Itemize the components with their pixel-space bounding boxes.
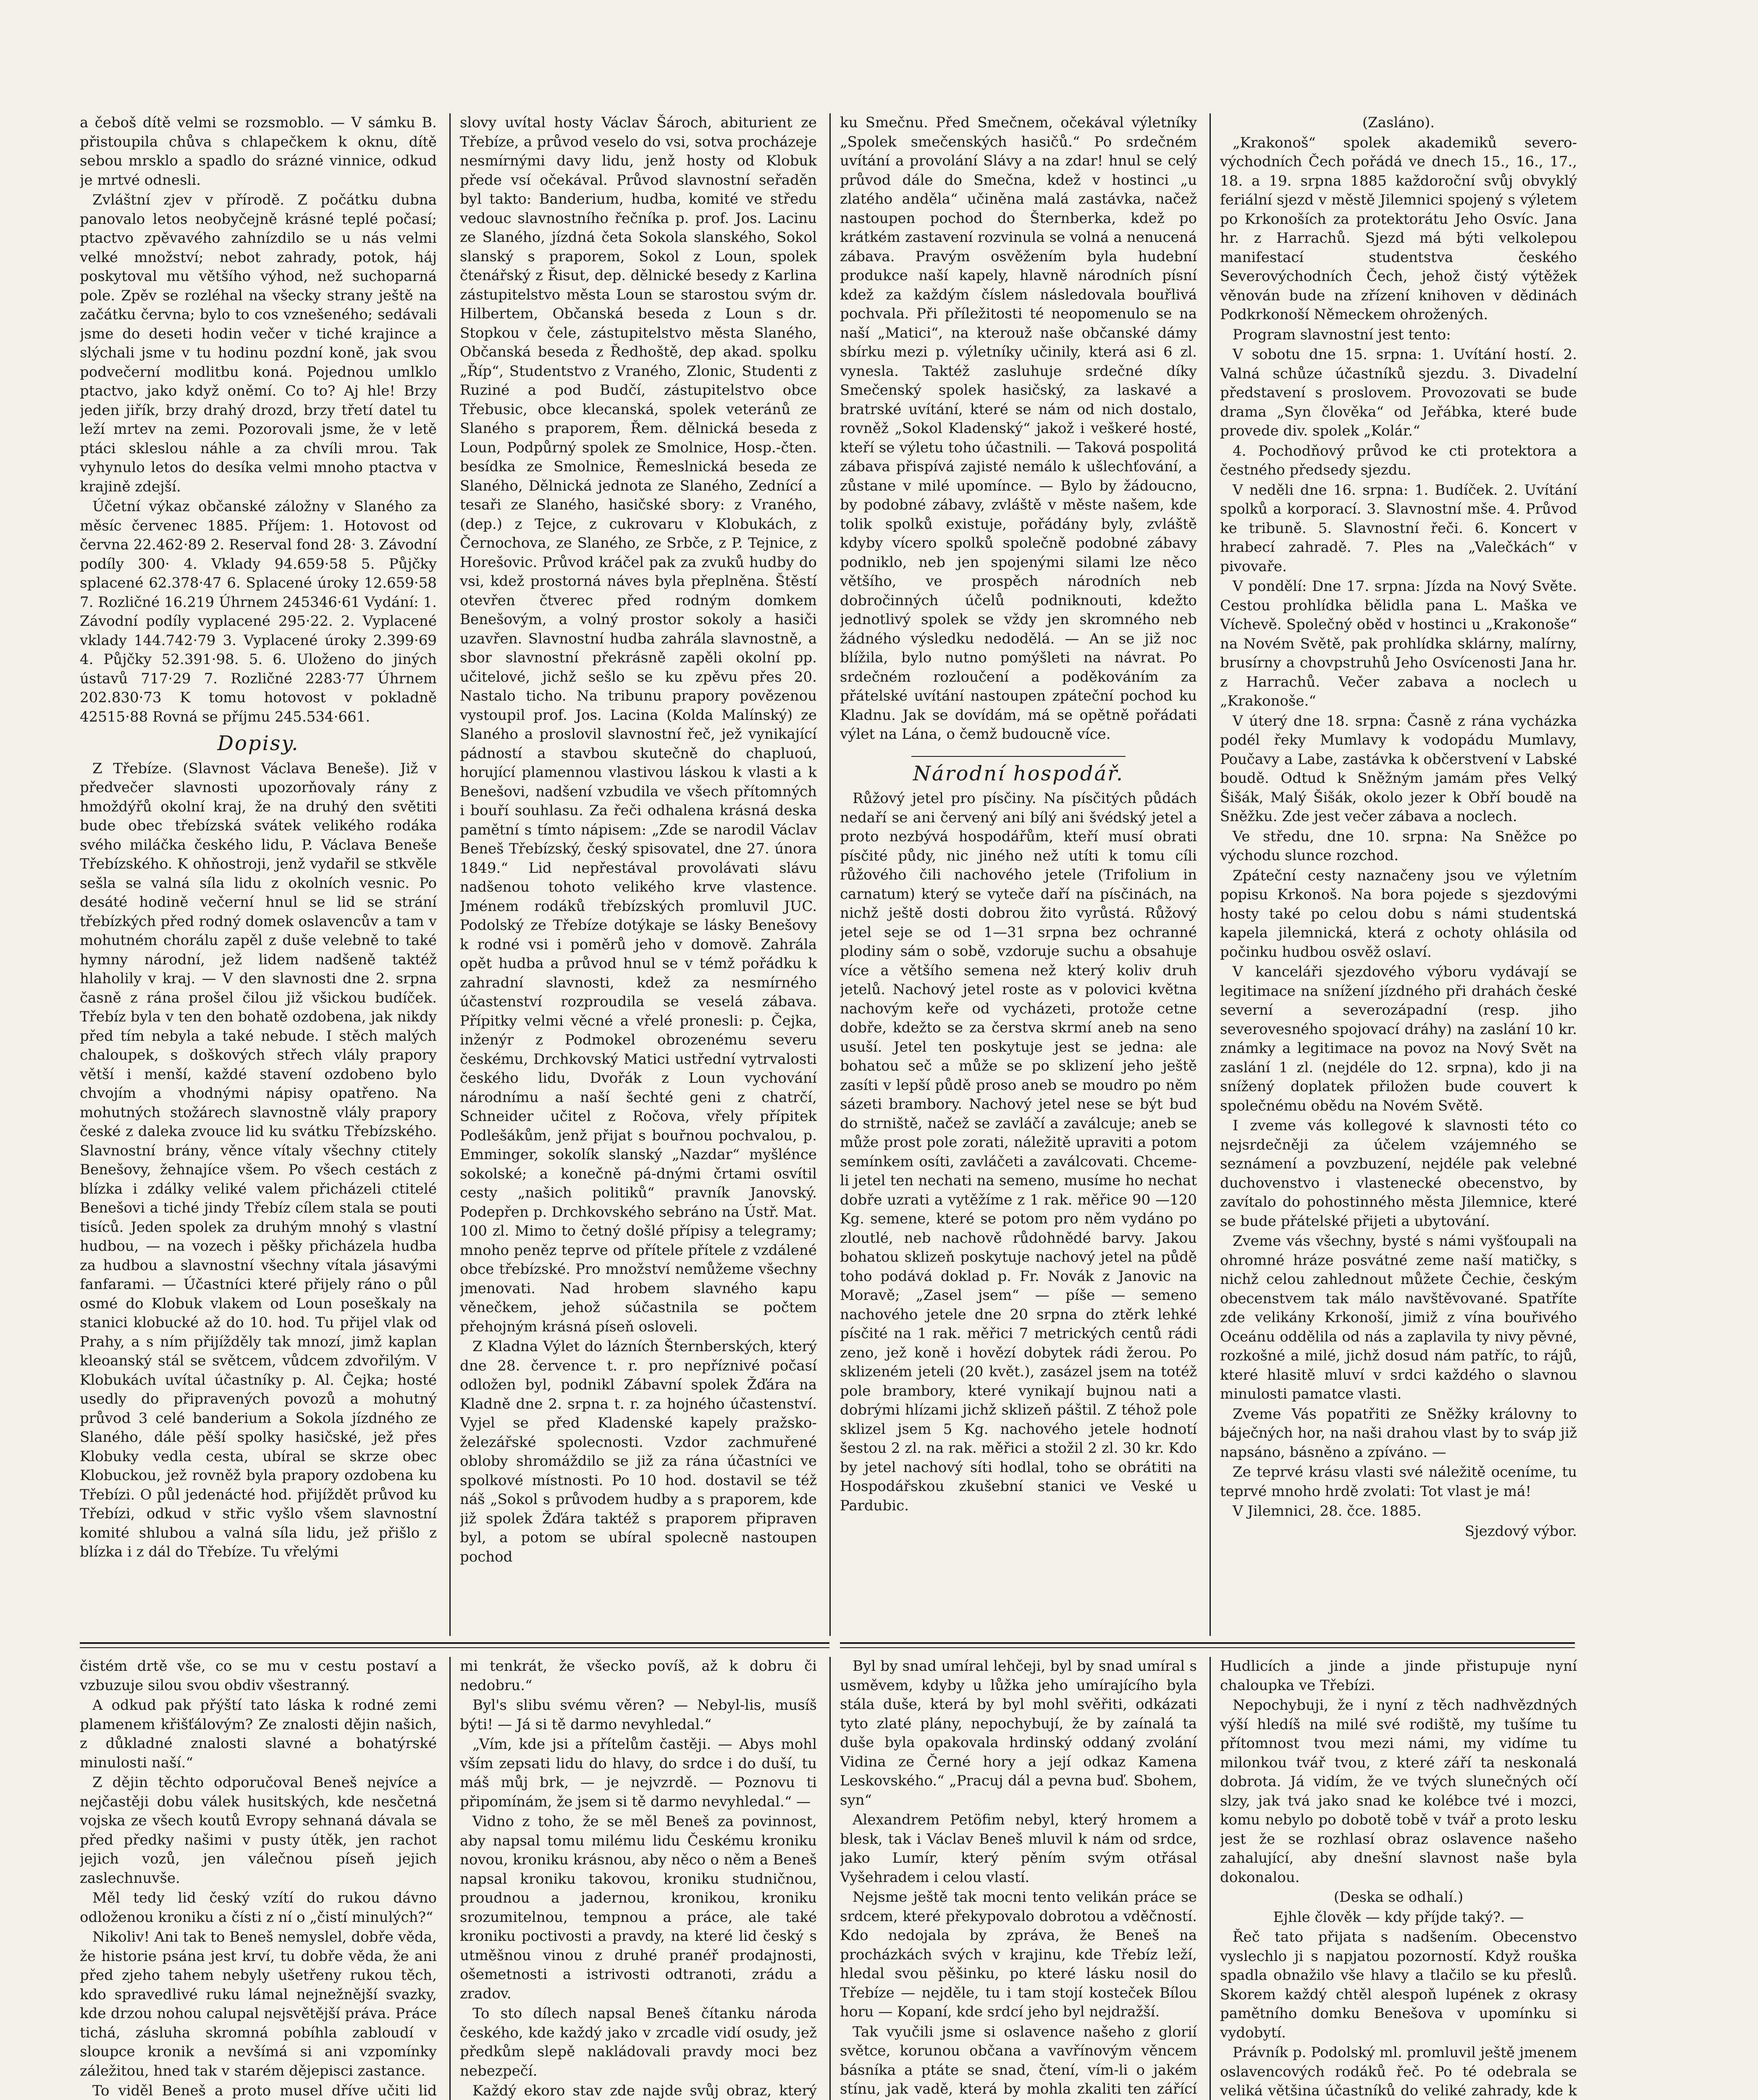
paragraph: Zvláštní zjev v přírodě. Z počátku dubna panovalo letos neobyčejně krásné teplé počasí; ptactvo zpěvavého zahnízdilo se u nás velmi velké množství; nebot zahrady, potok, háj poskytoval mu většího výhod, než suchoparná pole. Zpěv se rozléhal na všecky strany ještě na začátku června; bylo to cos vznešeného; sedávali jsme do deseti hodin večer v tiché krajince a slýchali jsme v tu hodinu pozdní koně, jak svou podvečerní modlitbu koná. Pojednou umlklo ptactvo, jako když oněmí. Co to? Aj hle! Brzy jeden jiřík, brzy drahý drozd, brzy třetí datel tu leží mrtev na zemi. Pozorovali jsme, že v letě ptáci skleslou náhle a za chvíli mrou. Tak vyhynulo letos do desíka velmi mnoho ptactva v krajině zdejší.: [80, 192, 437, 495]
paragraph: ku Smečnu. Před Smečnem, očekával výletníky „Spolek smečenských hasičů.“ Po srdečném uvítání a provolání Slávy a na zdar! hnul se celý průvod dále do Smečna, kdež v hostinci „u zlatého anděla“ učiněna malá zastávka, načež nastoupen pochod do Šternberka, kdež po krátkém zastavení rozvinula se volná a nenucená zábava. Pravým osvěžením byla hudební produkce naší kapely, hlavně národních písní kdež za každým číslem následovala bouřlivá pochvala. Při příležitosti té neopomenulo se na naší „Matici“, na kterouž naše občanské dámy sbírku mezi p. výletníky učinily, která asi 6 zl. vynesla. Taktéž zasluhuje srdečné díky Smečenský spolek hasičský, za laskavé a bratrské uvítání, které se nám od nich dostalo, rovněž „Sokol Kladenský“ jakož i veškeré hosté, kteří se výletu toho účastnili. — Taková pospolitá zábava přispívá zajisté nemálo k ušlechťování, a zůstane v milé upomínce. — Bylo by žádoucno, by podobné zábavy, zvláště v měste našem, kde tolik spolků existuje, pořádány byly, zvláště kdyby vícero spolků společně podobné zábavy podniklo, neb jen spojenými silami lze něco většího, ve prospěch národních neb dobročinných účelů podniknouti, kdežto jednotlivý spolek se vždy jen skromného neb žádného výsledku nedodělá. — An se již noc blížila, bylo nutno pomýšleti na návrat. Po srdečném rozloučení a poděkováním za přátelské uvítání nastoupen zpáteční pochod ku Kladnu. Jak se dovídám, má se opětně pořádati výlet na Lána, o čemž budoucně více.: [840, 114, 1197, 743]
column-divider: [829, 113, 831, 1636]
paragraph: Tak vyučili jsme si oslavence našeho z glorií světce, korunou občana a vavřínovým věncem básníka a ptáte se snad, čtení, vím-li o jakém stínu, jak vadě, která by mohla zkaliti ten zářící: [840, 2023, 1197, 2097]
paragraph: Byl's slibu svému věren? — Nebyl-lis, musíš býti! — Já si tě darmo nevyhledal.“: [460, 1697, 817, 1733]
paragraph: Alexandrem Petöfim nebyl, který hromem a blesk, tak i Václav Beneš mluvil k nám od srdce, jako Lumír, který pěním svým otřásal Vyšehradem i celou vlastí.: [840, 1811, 1197, 1886]
paragraph: Program slavnostní jest tento:: [1233, 326, 1451, 343]
feuilleton-rule: [80, 1642, 829, 1644]
paragraph: čistém drtě vše, co se mu v cestu postaví a vzbuzuje silou svou obdiv všestranný.: [80, 1658, 437, 1694]
feuilleton-column-3: [840, 1657, 1197, 2100]
paragraph: V neděli dne 16. srpna: 1. Budíček. 2. Uvítání spolků a korporací. 3. Slavnostní mše. 4. Průvod ke tribuně. 5. Slavnostní řeči. 6. Koncert v hrabecí zahradě. 7. Ples na „Valečkách“ v pivovaře.: [1220, 481, 1577, 575]
column-divider: [1210, 113, 1211, 1636]
paragraph: Hudlicích a jinde a jinde přistupuje nyní chaloupka ve Třebízi.: [1220, 1658, 1577, 1694]
paragraph: To sto dílech napsal Beneš čítanku národa českého, kde každý jako v zrcadle vidí osudy, jež předkům slepě nakládovali pravdy moci bez nebezpečí.: [460, 2005, 817, 2079]
paragraph: Každý ekoro stav zde najde svůj obraz, který: [472, 2082, 817, 2099]
paragraph: Měl tedy lid český vzítí do rukou dávno odloženou kroniku a čísti z ní o „čistí minulých?“: [80, 1890, 437, 1926]
paragraph: V pondělí: Dne 17. srpna: Jízda na Nový Světe. Cestou prohlídka bělidla pana L. Maška ve Víchevě. Společný oběd v hostinci u „Krakonoše“ na Novém Světě, pak prohlídka sklárny, malírny, brusírny a chovpstruhů Jeho Osvícenosti Jana hr. z Harrachů. Večer zabava a noclech u „Krakonoše.“: [1220, 578, 1577, 709]
paragraph: V kanceláři sjezdového výboru vydávají se legitimace na snížení jízdného při drahách české severní a severozápadní (resp. jiho severovesného spojovací dráhy) na zaslání 10 kr. známky a legitimace na povoz na Nový Svět na zaslání 1 zl. (nejdéle do 12. srpna), kdo ji na snížený doplatek přiložen bude couvert k společnému obědu na Novém Světě.: [1220, 963, 1577, 1114]
column-4: [1220, 113, 1577, 1636]
paragraph: Z Třebíze. (Slavnost Václava Beneše). Již v předvečer slavnosti upozorňovaly rány z hmoždýřů okolní kraj, že na druhý den světiti bude obec třebízská svátek velikého rodáka svého miláčka českého lidu, P. Václava Beneše Třebízského. K ohňostroji, jenž vydařil se stkvěle sešla se valná síla lidu z okolních vesnic. Po desáté hodině večerní hnul se lid se strání třebízkých před rodný domek oslavencův a tam v mohutném chorálu zapěl z duše velebně to také hymny národní, jež lidem nadšeně taktéž hlaholily v kraj. — V den slavnosti dne 2. srpna časně z rána prošel čilou již všickou budíček. Třebíz byla v ten den bohatě ozdobena, jak nikdy před tím nebyla a také nebude. I stěch malých chaloupek, s doškových střech vlály prapory větší i menší, každé stavení ozdobeno bylo chvojím a vhodnými nápisy opatřeno. Na mohutných stožárech slavnostně vlály prapory české z daleka zvouce lid ku svátku Třebízského. Slavnostní brány, věnce vítaly všechny ctitely Benešovy, žehnajíce všem. Po všech cestách z blízka i zdálky veliké valem přicházeli ctitelé Benešovi a tiché jindy Třebíz cílem stala se pouti tisíců. Jeden spolek za druhým mnohý s vlastní hudbou, — na vozech i pěšky přicházela hudba za hudbou a slavnostní všechny vítala jásavými fanfarami. — Účastníci které přijely ráno o půl osmé do Klobuk vlakem od Loun poseškaly na stanici klobucké až do 10. hod. Tu přijel vlak od Prahy, a s ním přijížděly tak mnozí, jimž kaplan kleoanský stál se světcem, vůdcem zdvořilým. V Klobukách uvítal účastníky p. Al. Čejka; hosté usedly do připravených povozů a mohutný průvod 3 celé banderium a Sokola jízdného ze Slaného, dále pěší spolky hasičské, jež přes Klobuky vedla cesta, ubíral se skrze obec Klobuckou, jež rovněž byla prapory ozdobena ku Třebízi. O půl jedenácté hod. přijíždět průvod ku Třebízi, odkud v střic vyšlo všem slavnostní komité shlubou a valná síla lidu, jež přišlo z blízka i z dál do Třebíze. Tu vřelými: [80, 760, 437, 1560]
feuilleton-column-4: [1220, 1657, 1577, 2100]
quote: Ejhle člověk — kdy příjde taký?. —: [1273, 1908, 1524, 1926]
section-title-narodni-hospodar: Národní hospodář.: [913, 761, 1124, 785]
column-divider: [449, 1657, 451, 2100]
signature-place-date: V Jilemnici, 28. čce. 1885.: [1233, 1503, 1422, 1520]
paragraph: 4. Pochodňový průvod ke cti protektora a čestného předsedy sjezdu.: [1220, 442, 1577, 478]
column-2: [460, 113, 817, 1636]
paragraph: Účetní výkaz občanské záložny v Slaného za měsíc červenec 1885. Příjem: 1. Hotovost od června 22.462·89 2. Reserval fond 28· 3. Závodní podíly 300· 4. Vklady 94.659·58 5. Půjčky splacené 62.378·47 6. Splacené úroky 12.659·58 7. Rozličné 16.219 Úhrnem 245346·61 Vydání: 1. Závodní podíly vyplacené 295·22. 2. Vyplacené vklady 144.742·79 3. Vyplacené úroky 2.399·69 4. Půjčky 52.391·98. 5. 6. Uloženo do jiných ústavů 717·29 7. Rozličné 2283·77 Úhrnem 202.830·73 K tomu hotovost v pokladně 42515·88 Rovná se příjmu 245.534·661.: [80, 498, 437, 725]
paragraph: Růžový jetel pro písčiny. Na písčitých půdách nedaří se ani červený ani bílý ani švédský jetel a proto nezbývá hospodářům, kteří musí obrati písčité půdy, nic jiného než utíti k tomu cíli růžového čili nachového jetele (Trifolium in carnatum) který se vyteče daří na písčinách, na nichž ještě dosti dobrou žito vyrůstá. Růžový jetel seje se od 1—31 srpna bez ochranné plodiny sám o sobě, vzdoruje suchu a obsahuje více a většího semena než který koliv druh jetelů. Nachový jetel roste as v polovici května nachovým keře od vycházeti, protože cetne dobře, kdežto se za čerstva skrmí aneb na seno usuší. Jetel ten poskytuje jest se jedna: ale bohatou seč a může se po sklizení jeho ještě zasíti v lepší půdě proso aneb se moudro po něm sázeti brambory. Nachový jetel nese se být bud do strniště, načež se zavláčí a zaválcuje; aneb se může prost pole zorati, náležitě upraviti a potom semínkem osíti, zavláčeti a zaválcovati. Chceme-li jetel ten nechati na semeno, musíme ho nechat dobře uzrati a vytěžíme z 1 rak. měřice 90 —120 Kg. semene, které se potom pro něm vydáno po zloutlé, neb nachově růdohnědé barvy. Jakou bohatou sklizeň poskytuje nachový jetel na půdě toho podává doklad p. Fr. Novák z Janovic na Moravě; „Zasel jsem“ — píše — semeno nachového jetele dne 20 srpna do ztěrk lehké písčité na 1 rak. měřici 7 metrických centů rádi zeno, jež koně i hovězí dobytek rádi žerou. Po sklizeném jeteli (20 květ.), zasázel jsem na totéž pole brambory, které vynikají bujnou nati a dobrými hlízami jichž sklizeň páštil. Z téhož pole sklizel jsem 5 Kg. nachového jetele hodnotí šestou 2 zl. na rak. měřici a stožil 2 zl. 30 kr. Kdo by jetel nachový síti hodlal, toho se obrátiti na Hospodářskou zkušební stanici ve Veské u Pardubic.: [840, 790, 1197, 1514]
paragraph: „Vím, kde jsi a přítelům častěji. — Abys mohl vším zepsati lidu do hlavy, do srdce i do duší, tu máš můj brk, — je nejvzrdě. — Poznovu ti připomínám, že jsem si tě darmo nevyhledal.“ —: [460, 1736, 817, 1810]
paragraph: a čeboš dítě velmi se rozsmoblo. — V sámku B. přistoupila chůva s chlapečkem k oknu, dítě sebou mrsklo a spadlo do srázné vinnice, odkud je mrtvé odnesli.: [80, 114, 437, 189]
feuilleton-rule: [840, 1642, 1575, 1644]
paragraph: Byl by snad umíral lehčeji, byl by snad umíral s usměvem, kdyby u lůžka jeho umírajícího byla stála duše, která by byl mohl svěřiti, odkázati tyto zlaté plány, nepochybují, že by zaínalá ta duše byla opakovala hrdinský oddaný zvolání Vidina ze Černé hory a její odkaz Kamena Leskovského.“ „Pracuj dál a pevna buď. Sbohem, syn“: [840, 1658, 1197, 1809]
paragraph: A odkud pak přýští tato láska k rodné zemi plamenem křišťálovým? Ze znalosti dějin našich, z důkladné znalosti slavné a bohatýrské minulosti naší.“: [80, 1697, 437, 1771]
paragraph: Nejsme ještě tak mocni tento velikán práce se srdcem, které překypovalo dobrotou a vděčností. Kdo nedojala by zpráva, že Beneš na procházkách svých v krajinu, kde Třebíz leží, hledal svou pěšinku, po které lásku nosil do Třebíze — nejděle, tu i tam stojí kosteček Bílou horu — Kopaní, kde srdcí jeho byl nejdražší.: [840, 1889, 1197, 2020]
column-divider: [1210, 1657, 1211, 2100]
paragraph: Řeč tato přijata s nadšením. Obecenstvo vyslechlo ji s napjatou pozorností. Když rouška spadla obnažilo vše hlavy a tlačilo se ku přeslů. Skorem každý chtěl alespoň lupének z okrasy pamětního domku Benešova v upomínku si vydobytí.: [1220, 1929, 1577, 2041]
paragraph: Z dějin těchto odporučoval Beneš nejvíce a nejčastěji dobu válek husitských, kde nesčetná vojska ze všech koutů Evropy sehnaná dávala se před předky našimi v pusty útěk, jen rachot jejich vozů, jen válečnou píseň jejich zaslechnuvše.: [80, 1774, 437, 1887]
column-3: [840, 113, 1197, 1636]
paragraph: I zveme vás kollegové k slavnosti této co nejsrdečněji za účelem vzájemného se seznámení a povzbuzení, nejdéle pak velebné duchovenstvo i vlastenecké obecenstvo, by zavítalo do pohostinného města Jilemnice, které se bude přátelské přijeti a ubytování.: [1220, 1117, 1577, 1230]
feuilleton-column-2: [460, 1657, 817, 2100]
column-divider: [829, 1657, 831, 2100]
paragraph: Zveme vás všechny, bysté s námi vyšťoupali na ohromné hráze posvátné zeme naší matičky, s nichž celou zahlednout můžete Čechie, českým obecenstvem tak málo navštěvované. Spatříte zde velikány Krkonoší, jimiž z vína bouřivého Oceánu oddělila od nás a zaplavila ty nivy pěvné, rozkošné a milé, jichž dosud nám patříc, to rájů, které hlasitě mluví v srdci každého o slavnou minulosti pamatce vlasti.: [1220, 1233, 1577, 1402]
paragraph: Zpáteční cesty naznačeny jsou ve výletním popisu Krkonoš. Na bora pojede s sjezdovými hosty také po celou dobu s námi studentská kapela jilemnická, která z ochoty ohlásila od počinku hudbou osvěž oslaví.: [1220, 867, 1577, 961]
paragraph: Ve středu, dne 10. srpna: Na Sněžce po východu slunce rozchod.: [1220, 828, 1577, 864]
zaslano-heading: (Zasláno).: [1362, 114, 1435, 131]
paragraph: Zveme Vás popatřiti ze Sněžky královny to báječných hor, na naši drahou vlast by to sváp již napsáno, básněno a zpíváno. —: [1220, 1405, 1577, 1461]
newspaper-page: [80, 113, 1575, 2100]
section-rule: [911, 756, 1126, 757]
feuilleton-rule: [80, 1647, 829, 1648]
paragraph: mi tenkrát, že všecko povíš, až k dobru či nedobru.“: [460, 1658, 817, 1694]
stage-direction: (Deska se odhalí.): [1333, 1889, 1464, 1906]
section-title-dopisy: Dopisy.: [217, 732, 299, 755]
signature: Sjezdový výbor.: [1464, 1522, 1577, 1540]
paragraph: Nikoliv! Ani tak to Beneš nemyslel, dobře věda, že historie psána jest krví, tu dobře věda, že ani před zjeho tahem nebyly ušetřeny rukou těch, kdo spravedlivé ruku lámal nejnežnější svazky, kde drzou nohou calupal nejsvětější práva. Práce tichá, zásluha skromná pobíhla zabloudí v sloupce kronik a nevšímá si ani vzpomínky záležitou, hned tak v starém dějepisci zastance.: [80, 1929, 437, 2079]
column-divider: [449, 113, 451, 1636]
feuilleton-column-1: [80, 1657, 437, 2100]
paragraph: „Krakonoš“ spolek akademiků severo-východních Čech pořádá ve dnech 15., 16., 17., 18. a 19. srpna 1885 každoroční svůj obvyklý feriální sjezd v městě Jilemnici spojený s výletem po Krkonoších za protektorátu Jeho Osvíc. Jana hr. z Harrachů. Sjezd má býti velkolepou manifestací studentstva českého Severovýchodních Čech, jehož čistý výtěžek věnován bude na zřízení knihoven v dědinách Podkrkonoší Německem ohrožených.: [1220, 134, 1577, 323]
paragraph: V úterý dne 18. srpna: Časně z rána vycházka podél řeky Mumlavy k vodopádu Mumlavy, Poučavy a Labe, zastávka k občerstvení v Labské boudě. Odtud k Sněžným jamám přes Velký Šišák, Malý Šišák, okolo jezer k Obří boudě na Sněžku. Zde jest večer zábava a noclech.: [1220, 712, 1577, 825]
paragraph: Ze teprvé krásu vlasti své náležitě oceníme, tu teprvé mnoho hrdě zvolati: Tot vlast je má!: [1220, 1464, 1577, 1500]
paragraph: V sobotu dne 15. srpna: 1. Uvítání hostí. 2. Valná schůze účastníků sjezdu. 3. Divadelní představení s proslovem. Provozovati se bude drama „Syn člověka“ od Jeřábka, které bude provede div. spolek „Kolár.“: [1220, 346, 1577, 439]
paragraph: To viděl Beneš a proto musel dříve učiti lid: [92, 2082, 437, 2099]
feuilleton-rule: [840, 1647, 1575, 1648]
paragraph: Vidno z toho, že se měl Beneš za povinnost, aby napsal tomu milému lidu Českému kroniku novou, kroniku krásnou, aby něco o něm a Beneš napsal kroniku takovou, kroniku studničnou, proudnou a jadernou, kronikou, kroniku srozumitelnou, tempnou a práce, ale také kroniku poctivosti a pravdy, na které lid český s utměšnou vinou z druhé pranéř prodajnosti, ošemetnosti a istrivosti odtranoti, zrádu a zradov.: [460, 1813, 817, 2002]
paragraph: slovy uvítal hosty Václav Šároch, abiturient ze Třebíze, a průvod veselo do vsi, sotva procházeje nesmírnými davy lidu, jenž hosty od Klobuk přede vsí očekával. Průvod slavnostní seřaděn byl takto: Banderium, hudba, komité ve středu vedouc slavnostního řečníka p. prof. Jos. Lacinu ze Slaného, jízdná četa Sokola slanského, Sokol slanský s praporem, Sokol z Loun, spolek čtenářský z Řisut, dep. dělnické besedy z Karlina zástupitelstvo města Loun se starostou svým dr. Hilbertem, Občanská beseda z Loun s dr. Stopkou v čele, zástupitelstvo města Slaného, Občanská beseda z Ředhoště, dep akad. spolku „Říp“, Studentstvo z Vraného, Zlonic, Studenti z Ruziné a pod Budčí, zástupitelstvo obce Třebusic, obce klecanská, spolek veteránů ze Slaného s praporem, Řem. dělnická beseda z Loun, Podpůrný spolek ze Smolnice, Hosp.-čten. besídka ze Smolnice, Řemeslnická beseda ze Slaného, Dělnická jednota ze Slaného, Zednící a tesaři ze Slaného, hasičské sbory: z Vraného, (dep.) z Tejce, z cukrovaru v Klobukách, z Černochova, ze Slaného, ze Srbče, z P. Tejnice, z Horešovic. Průvod kráčel pak za zvuků hudby do vsi, kdež prostorná náves byla přeplněna. Štěstí otevřen čtverec před rodným domkem Benešovým, a volný prostor sokoly a hasiči uzavřen. Slavnostní hudba zahrála slavnostně, a sbor slavnostní překrásně zapěli okolní pp. učitelové, jichž sešlo se ku zpěvu přes 20. Nastalo ticho. Na tribunu prapory povězenou vystoupil prof. Jos. Lacina (Kolda Malínský) ze Slaného a proslovil slavnostní řeč, jež vynikající pádností a stavbou skutečně do chapluoú, horující plamennou vlastivou láskou k vlasti a k Benešovi, nadšení vzbudila ve všech přítomných i bouří souhlasu. Za řeči odhalena krásná deska pamětní s tímto nápisem: „Zde se narodil Václav Beneš Třebízský, český spisovatel, dne 27. února 1849.“ Lid nepřestával provolávati slávu nadšenou tohoto velikého krve vlastence. Jménem rodáků třebízských promluvil JUC. Podolský ze Třebíze dotýkaje se lásky Benešovy k rodné vsi i poměrů jeho v domově. Zahrála opět hudba a průvod hnul se v témž pořádku k zahradní slavnosti, kdež za nesmírného účastenství rozproudila se veselá zábava. Přípitky velmi věcné a vřelé pronesli: p. Čejka, inženýr z Podmokel obrozenému severu českému, Drchkovský Matici ustřední vytrvalosti českého lidu, Dvořák z Loun vychování národnímu a naší šechté geni z chatrčí, Schneider učitel z Ročova, vřely přípitek Podlešákům, jenž přijat s bouřnou pochvalou, p. Emminger, sokolík slanský „Nazdar“ myšlénce sokolské; a konečně pá-dnými črtami osvítil cesty „našich politiků“ pravník Janovský. Podepřen p. Drchkovského sebráno na Ústř. Mat. 100 zl. Mimo to četný došlé přípisy a telegramy; mnoho peněz teprve od přítele přítele z vzdálené obce třebízské. Pro množství nemůžeme všechny jmenovati. Nad hrobem slavného kapu věnečkem, jehož súčastnila se počtem přehojným krásná píseň osloveli.: [460, 114, 817, 1335]
column-1: [80, 113, 437, 1636]
paragraph: Nepochybuji, že i nyní z těch nadhvězdných výší hledíš na milé své rodiště, my tušíme tu přítomnost tvou mezi námi, my vidíme tu milonkou tvář tvou, z které září ta neskonalá dobrota. Já vidím, že ve tvých slunečných očí slzy, jak tvá jako snad ke kolébce tvé i mozci, komu nebylo po dobotě tobě v tvář a proto lesku jest že se rozhlasí obraz oslavence našeho zahalující, aby dnešní slavnost naše byla dokonalou.: [1220, 1697, 1577, 1886]
paragraph: Právník p. Podolský ml. promluvil ještě jmenem oslavencových rodáků řeč. Po té odebrala se veliká většina účastníků do veliké zahrady, kde k: [1220, 2044, 1577, 2099]
paragraph: Z Kladna Výlet do lázních Šternberských, který dne 28. července t. r. pro nepříznivé počasí odložen byl, podnikl Zábavní spolek Žďára na Kladně dne 2. srpna t. r. za hojného účastenství. Vyjel se před Kladenské kapely pražsko-železářské spolecnosti. Vzdor zachmuřené obloby shromáždilo se již za rána účastníci ve spolkové místnosti. Po 10 hod. dostavil se též náš „Sokol s průvodem hudby a s praporem, kde již spolek Žďára taktéž s praporem připraven byl, a potom se ubíral spolecně nastoupen pochod: [460, 1338, 817, 1565]
